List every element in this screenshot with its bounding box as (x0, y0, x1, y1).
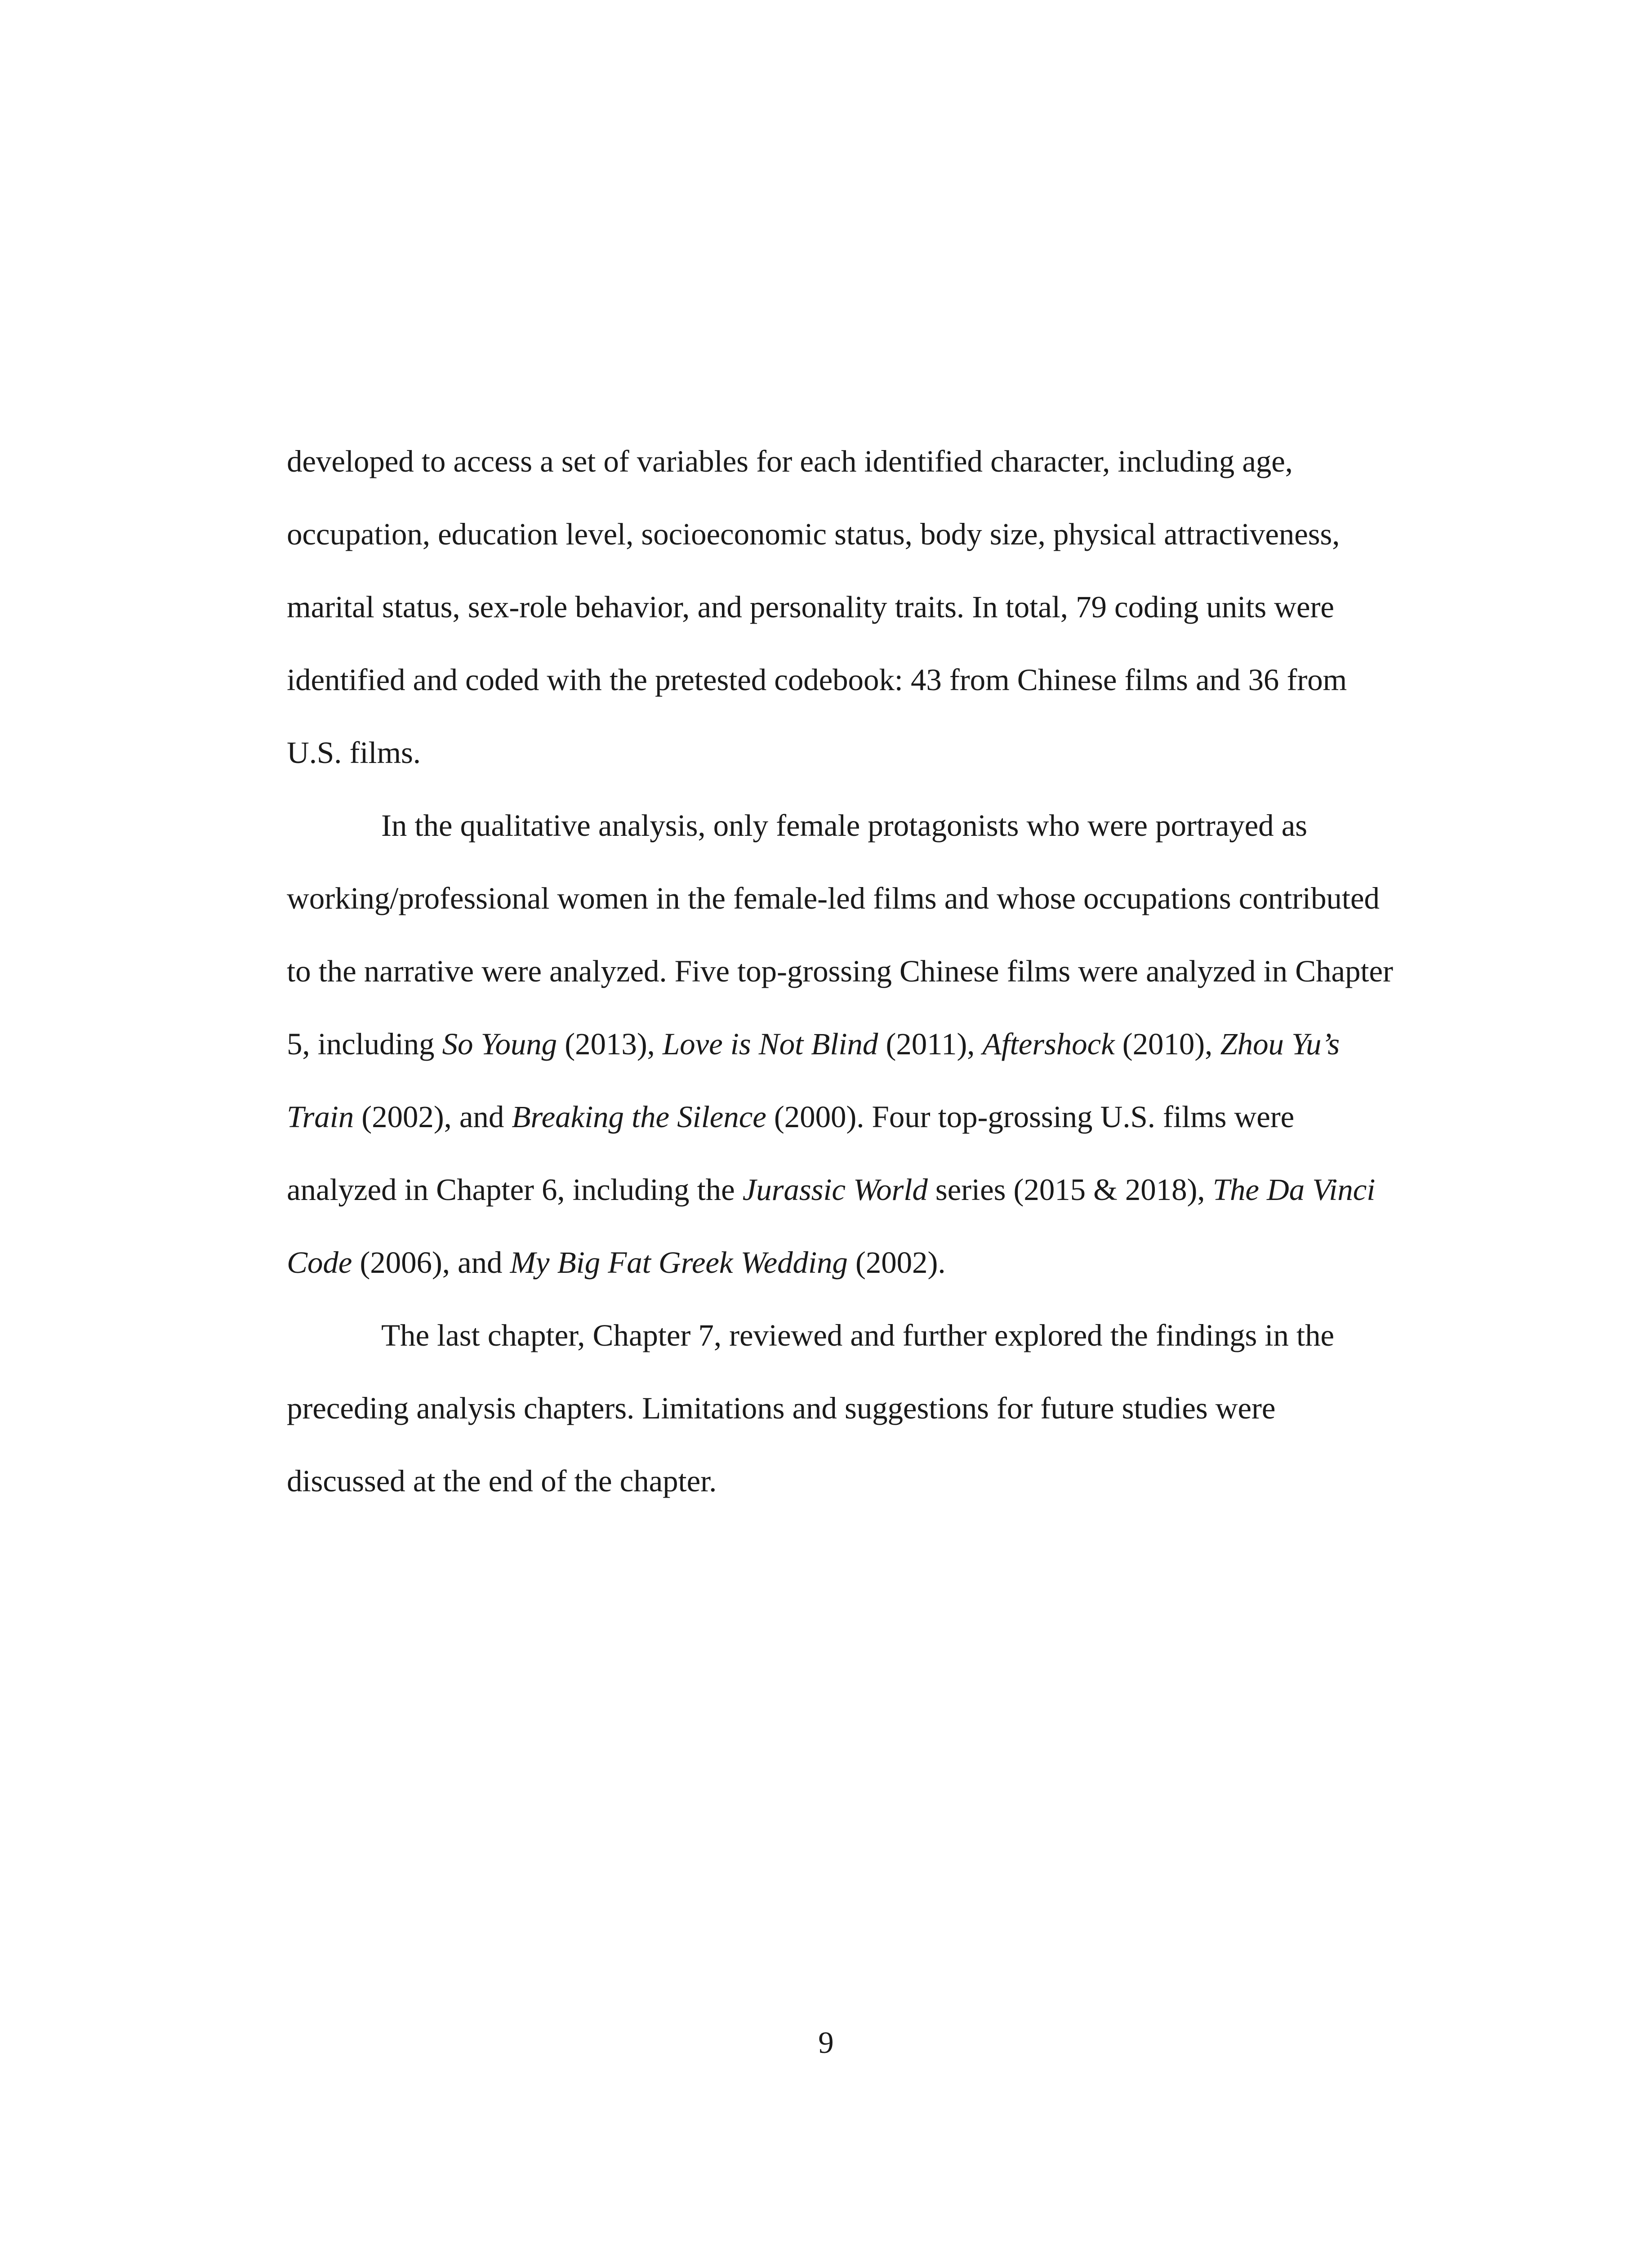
paragraph (287, 789, 1429, 1299)
text-run: (2013), (557, 1027, 663, 1061)
film-title: Aftershock (982, 1027, 1115, 1061)
film-title: Code (287, 1245, 352, 1280)
text-line (287, 1008, 1429, 1080)
text-line (287, 862, 1429, 935)
film-title: Zhou Yu’s (1220, 1027, 1340, 1061)
text-run: (2011), (878, 1027, 983, 1061)
text-run: to the narrative were analyzed. Five top-grossing Chinese films were analyzed in Chapter (287, 954, 1393, 988)
text-run: series (2015 & 2018), (927, 1173, 1213, 1207)
text-line (287, 1372, 1429, 1445)
film-title: The Da Vinci (1212, 1173, 1376, 1207)
text-run: (2006), and (352, 1245, 510, 1280)
text-run: 5, including (287, 1027, 442, 1061)
text-run: discussed at the end of the chapter. (287, 1464, 717, 1498)
text-run: U.S. films. (287, 736, 421, 770)
film-title: Jurassic World (742, 1173, 928, 1207)
text-run: identified and coded with the pretested codebook: 43 from Chinese films and 36 from (287, 663, 1347, 697)
text-run: (2002), and (354, 1100, 512, 1134)
text-run: (2010), (1114, 1027, 1220, 1061)
page-number: 9 (818, 2025, 834, 2060)
text-line (287, 935, 1429, 1008)
film-title: Love is Not Blind (662, 1027, 878, 1061)
text-line (287, 1153, 1429, 1226)
text-line (287, 498, 1429, 571)
text-run: occupation, education level, socioeconomic status, body size, physical attractiveness, (287, 517, 1340, 551)
text-run: developed to access a set of variables for each identified character, including age, (287, 444, 1293, 478)
text-line (287, 1445, 1429, 1517)
film-title: So Young (442, 1027, 557, 1061)
film-title: My Big Fat Greek Wedding (510, 1245, 848, 1280)
paragraph (287, 1299, 1429, 1517)
text-line (287, 789, 1429, 862)
text-line (287, 643, 1429, 716)
text-run: marital status, sex-role behavior, and personality traits. In total, 79 coding units were (287, 590, 1334, 624)
paragraph (287, 425, 1429, 789)
text-line (287, 1299, 1429, 1372)
text-run: In the qualitative analysis, only female protagonists who were portrayed as (381, 808, 1307, 843)
text-run: The last chapter, Chapter 7, reviewed and further explored the findings in the (381, 1318, 1335, 1352)
text-run: preceding analysis chapters. Limitations and suggestions for future studies were (287, 1391, 1276, 1425)
body-text (287, 425, 1429, 1517)
text-run: working/professional women in the female-led films and whose occupations contributed (287, 881, 1380, 915)
film-title: Breaking the Silence (512, 1100, 766, 1134)
text-run: analyzed in Chapter 6, including the (287, 1173, 743, 1207)
text-line (287, 716, 1429, 789)
film-title: Train (287, 1100, 354, 1134)
text-line (287, 425, 1429, 498)
text-line (287, 571, 1429, 643)
text-line (287, 1226, 1429, 1299)
text-run: (2002). (847, 1245, 946, 1280)
text-line (287, 1080, 1429, 1153)
text-run: (2000). Four top-grossing U.S. films were (766, 1100, 1295, 1134)
